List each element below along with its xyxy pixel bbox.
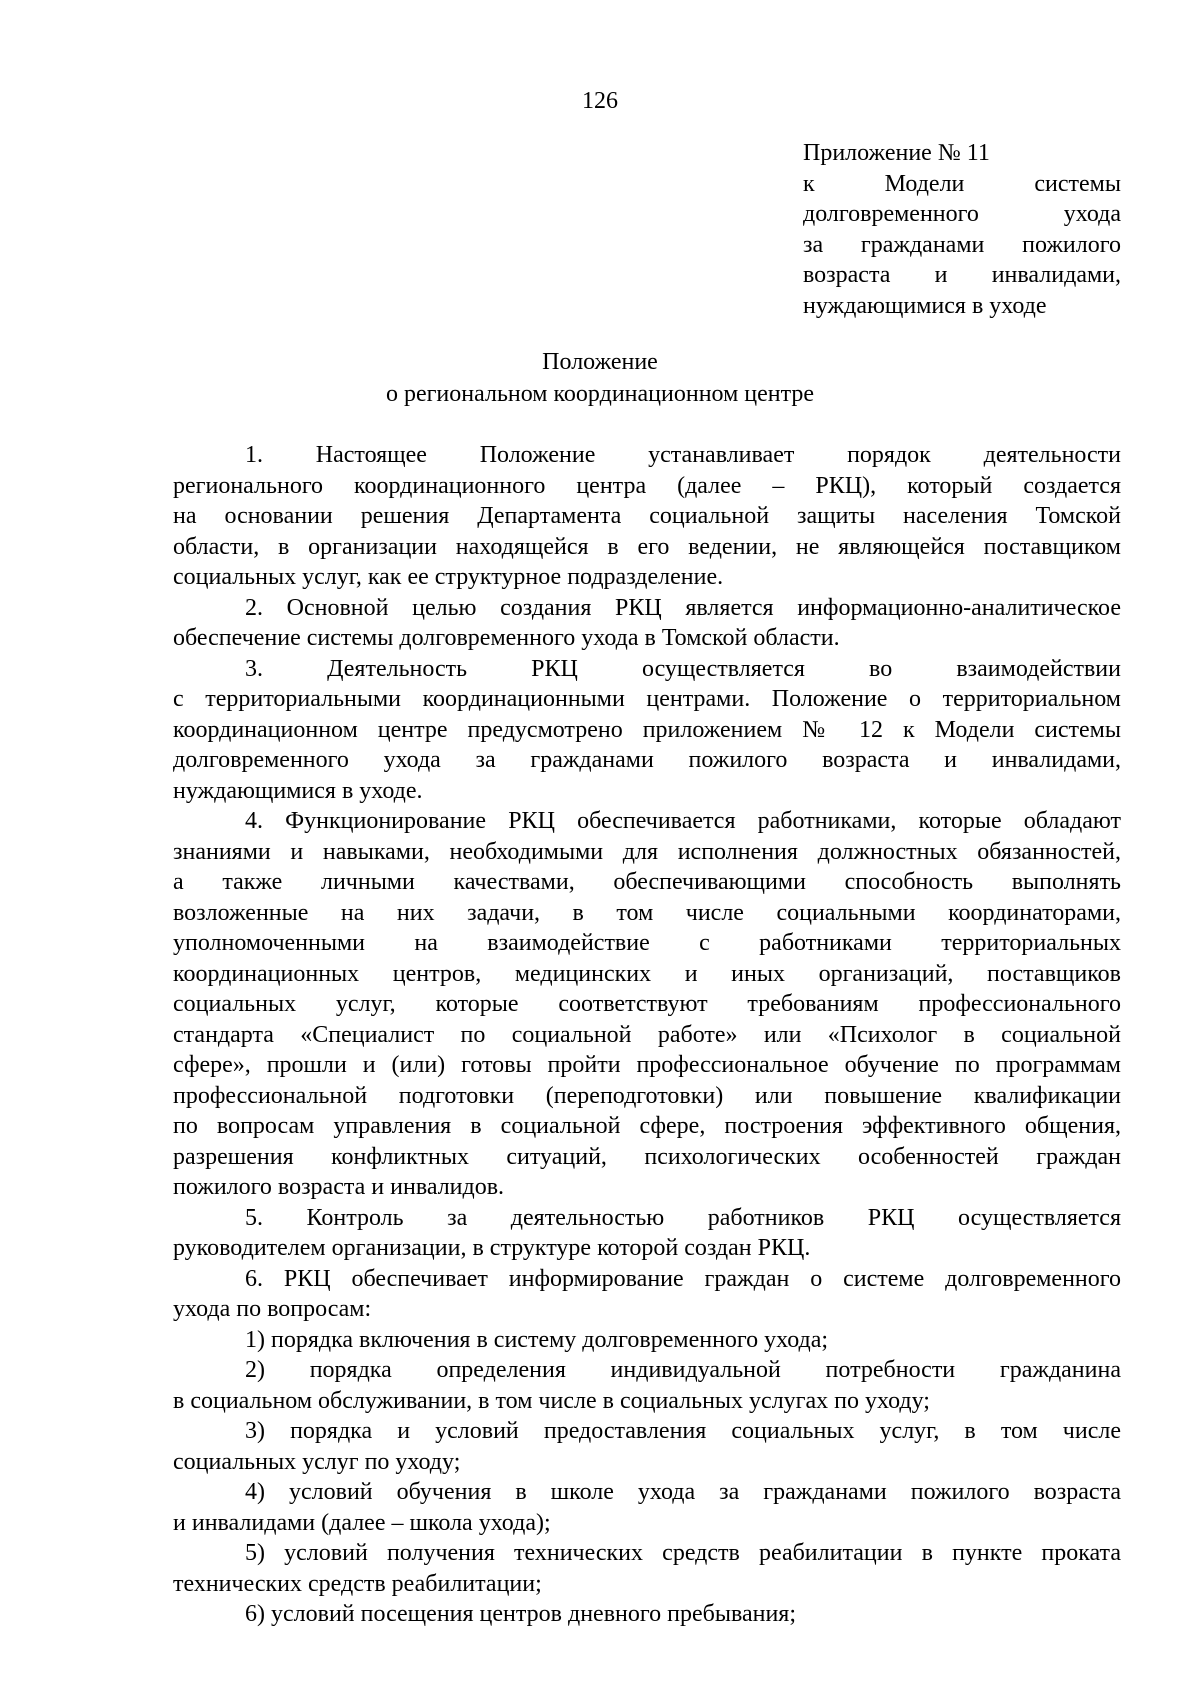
paragraph	[173, 654, 1121, 807]
paragraph-line: 2) порядка определения индивидуальной потребности гражданина	[245, 1357, 1121, 1383]
paragraph-line: социальных услуг, как ее структурное подразделение.	[173, 564, 724, 590]
appendix-line: возраста и инвалидами,	[803, 262, 1121, 288]
paragraph-line: координационном центре предусмотрено приложением № 12 к Модели системы	[173, 716, 1121, 743]
paragraph-line: на основании решения Департамента социальной защиты населения Томской	[173, 503, 1121, 529]
document-body	[173, 440, 1121, 1630]
paragraph	[173, 1325, 1121, 1356]
paragraph	[173, 593, 1121, 654]
document-title	[0, 346, 1200, 410]
paragraph-line: 5. Контроль за деятельностью работников РКЦ осуществляется	[245, 1204, 1121, 1231]
paragraph-line: обеспечение системы долговременного ухода в Томской области.	[173, 625, 840, 651]
paragraph-line: 5) условий получения технических средств реабилитации в пункте проката	[245, 1540, 1121, 1566]
paragraph-line: области, в организации находящейся в его ведении, не являющейся поставщиком	[173, 533, 1121, 560]
paragraph	[173, 806, 1121, 1203]
paragraph-line: ухода по вопросам:	[173, 1296, 372, 1322]
paragraph	[173, 1538, 1121, 1599]
paragraph-line: и инвалидами (далее – школа ухода);	[173, 1509, 551, 1536]
paragraph-line: социальных услуг по уходу;	[173, 1448, 461, 1475]
paragraph-line: 4. Функционирование РКЦ обеспечивается работниками, которые обладают	[245, 808, 1121, 834]
paragraph-line: нуждающимися в уходе.	[173, 777, 423, 804]
paragraph-line: по вопросам управления в социальной сфере, построения эффективного общения,	[173, 1113, 1121, 1139]
paragraph-line: координационных центров, медицинских и иных организаций, поставщиков	[173, 960, 1121, 987]
paragraph	[173, 1416, 1121, 1477]
paragraph-line: 6. РКЦ обеспечивает информирование граждан о системе долговременного	[245, 1265, 1121, 1292]
paragraph-line: а также личными качествами, обеспечивающими способность выполнять	[173, 869, 1121, 895]
paragraph-line: пожилого возраста и инвалидов.	[173, 1174, 505, 1200]
paragraph-line: знаниями и навыками, необходимыми для исполнения должностных обязанностей,	[173, 838, 1121, 865]
paragraph	[173, 1599, 1121, 1630]
title-line: о региональном координационном центре	[385, 381, 815, 407]
paragraph-line: 1. Настоящее Положение устанавливает порядок деятельности	[245, 442, 1121, 468]
paragraph-line: с территориальными координационными центрами. Положение о территориальном	[173, 686, 1121, 712]
page-number: 126	[582, 88, 618, 114]
appendix-line: долговременного ухода	[803, 201, 1121, 227]
paragraph-line: сфере», прошли и (или) готовы пройти профессиональное обучение по программам	[173, 1052, 1121, 1078]
paragraph	[173, 1264, 1121, 1325]
appendix-line: к Модели системы	[803, 170, 1121, 197]
paragraph-line: технических средств реабилитации;	[173, 1570, 542, 1597]
title-line: Положение	[542, 349, 658, 375]
paragraph-line: разрешения конфликтных ситуаций, психологических особенностей граждан	[173, 1143, 1121, 1170]
appendix-line: за гражданами пожилого	[803, 231, 1121, 258]
appendix-line: нуждающимися в уходе	[803, 292, 1047, 319]
paragraph-line: уполномоченными на взаимодействие с работниками территориальных	[173, 930, 1121, 956]
paragraph-line: руководителем организации, в структуре которой создан РКЦ.	[173, 1235, 811, 1261]
paragraph-line: 3) порядка и условий предоставления социальных услуг, в том числе	[245, 1418, 1121, 1444]
paragraph-line: социальных услуг, которые соответствуют требованиям профессионального	[173, 991, 1121, 1017]
paragraph-line: в социальном обслуживании, в том числе в социальных услугах по уходу;	[173, 1387, 930, 1414]
paragraph-line: 3. Деятельность РКЦ осуществляется во взаимодействии	[245, 655, 1121, 682]
paragraph-line: возложенные на них задачи, в том числе социальными координаторами,	[173, 899, 1121, 926]
appendix-header	[803, 138, 1121, 321]
paragraph-line: 6) условий посещения центров дневного пребывания;	[245, 1601, 797, 1627]
paragraph	[173, 440, 1121, 593]
paragraph-line: 2. Основной целью создания РКЦ является информационно-аналитическое	[245, 594, 1121, 621]
paragraph-line: стандарта «Специалист по социальной работе» или «Психолог в социальной	[173, 1021, 1121, 1048]
paragraph-line: регионального координационного центра (далее – РКЦ), который создается	[173, 472, 1121, 499]
appendix-line: Приложение № 11	[803, 140, 990, 166]
paragraph	[173, 1355, 1121, 1416]
paragraph-line: профессиональной подготовки (переподготовки) или повышение квалификации	[173, 1082, 1121, 1109]
paragraph-line: долговременного ухода за гражданами пожилого возраста и инвалидами,	[173, 747, 1121, 773]
paragraph-line: 1) порядка включения в систему долговременного ухода;	[245, 1326, 829, 1353]
paragraph	[173, 1477, 1121, 1538]
paragraph	[173, 1203, 1121, 1264]
paragraph-line: 4) условий обучения в школе ухода за гражданами пожилого возраста	[245, 1479, 1121, 1505]
